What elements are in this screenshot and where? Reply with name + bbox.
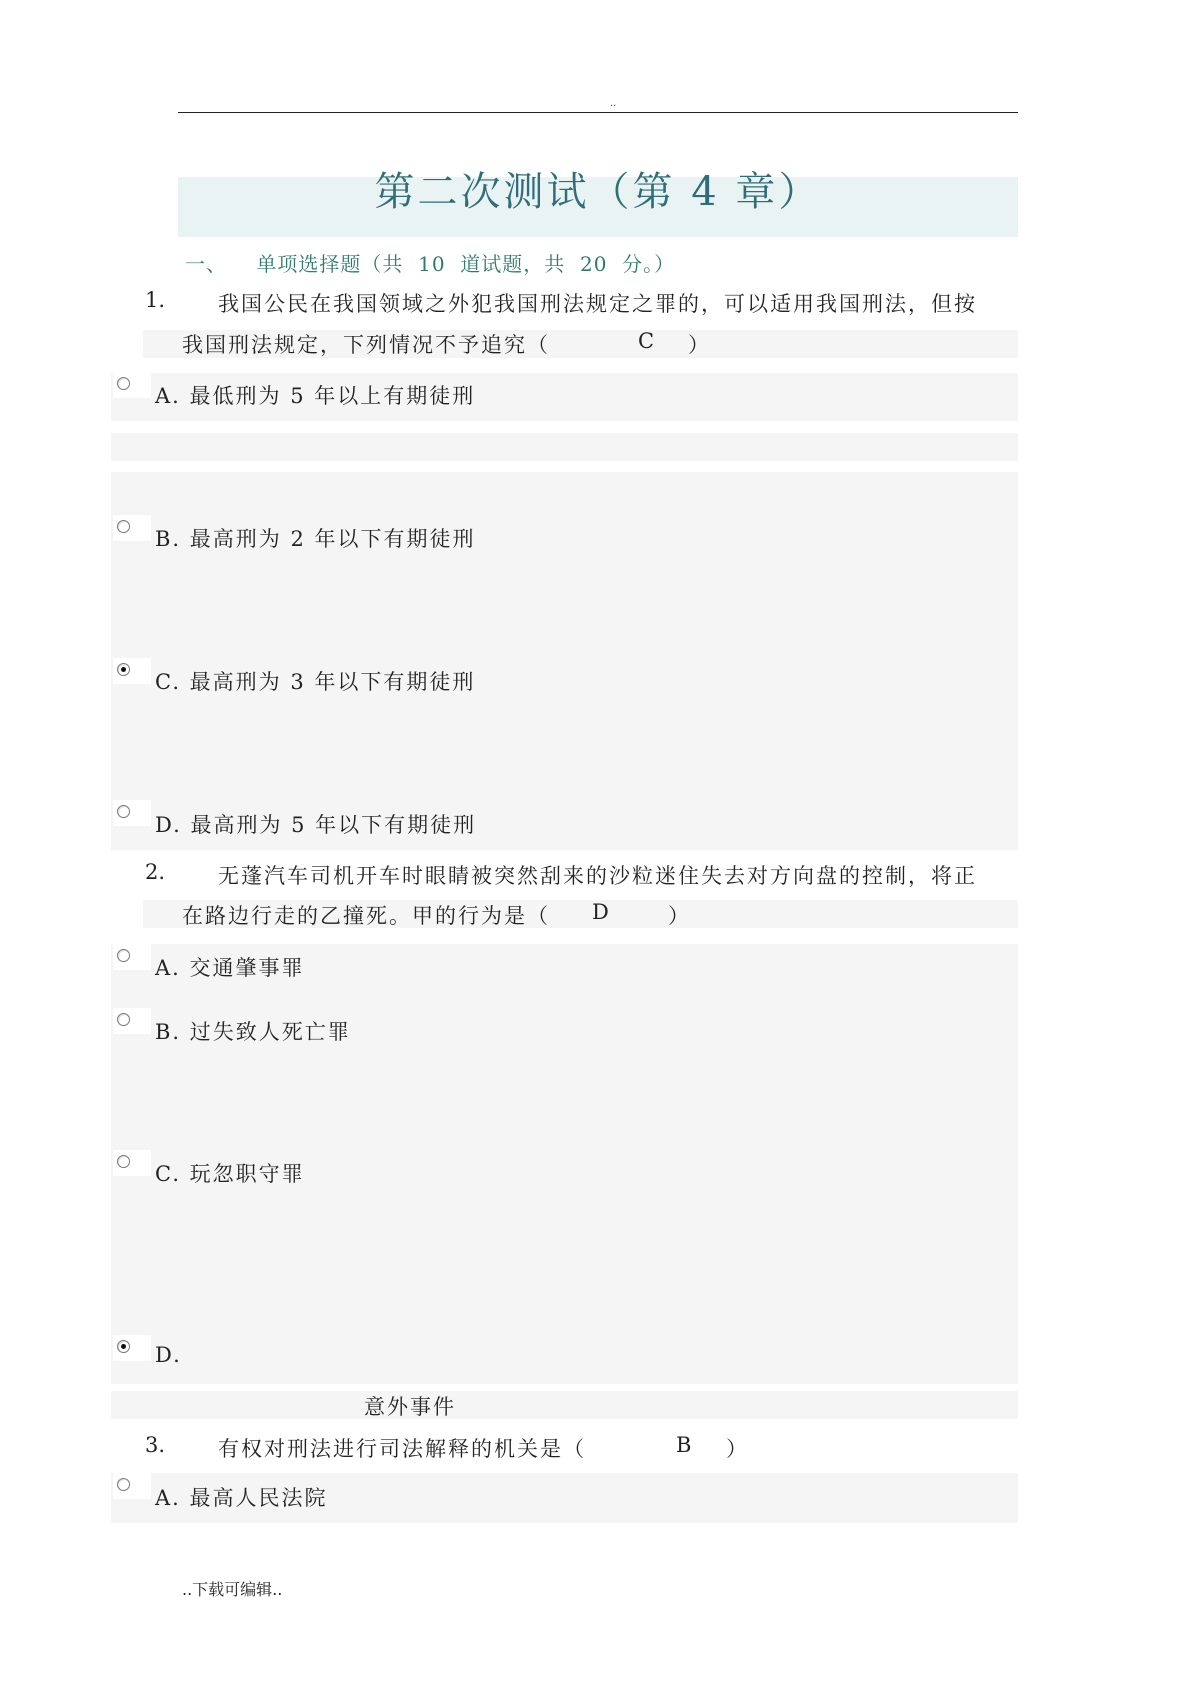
q2-option-d-label: D. (155, 1343, 182, 1367)
q1-option-d-radio[interactable] (117, 805, 130, 818)
q2-option-c-radio[interactable] (117, 1155, 130, 1168)
page-title: 第二次测试（第 4 章） (374, 169, 822, 215)
q2-option-b-label: B. 过失致人死亡罪 (155, 1020, 351, 1044)
question-1-line2: 我国刑法规定，下列情况不予追究（ (182, 333, 550, 357)
question-3-answer: B (676, 1433, 694, 1457)
question-2-answer: D (592, 900, 611, 924)
question-2-number: 2. (145, 860, 166, 884)
q2-d-continuation-bg (111, 1391, 1018, 1419)
question-1-line1: 我国公民在我国领域之外犯我国刑法规定之罪的，可以适用我国刑法，但按 (218, 292, 977, 316)
question-3-line1: 有权对刑法进行司法解释的机关是（ (218, 1437, 586, 1461)
question-2-close: ） (668, 904, 691, 928)
q1-spacer-bg (111, 433, 1018, 461)
q2-option-a-label: A. 交通肇事罪 (155, 956, 305, 980)
q2-option-d-radio[interactable] (117, 1340, 130, 1353)
footer-note: ..下载可编辑.. (182, 1580, 283, 1599)
q1-option-c-radio[interactable] (117, 663, 130, 676)
q3-option-a-radio[interactable] (117, 1478, 130, 1491)
q2-option-b-radio[interactable] (117, 1013, 130, 1026)
q1-option-d-label: D. 最高刑为 5 年以下有期徒刑 (155, 813, 477, 837)
question-3-number: 3. (145, 1433, 166, 1457)
q2-option-c-label: C. 玩忽职守罪 (155, 1162, 305, 1186)
question-2-line1: 无蓬汽车司机开车时眼睛被突然刮来的沙粒迷住失去对方向盘的控制，将正 (218, 864, 977, 888)
header-rule (178, 112, 1018, 113)
q1-option-a-label: A. 最低刑为 5 年以上有期徒刑 (155, 384, 476, 408)
q1-option-a-radio[interactable] (117, 377, 130, 390)
header-dots: .. (610, 98, 617, 109)
section-heading: 一、 单项选择题（共 10 道试题，共 20 分。） (185, 252, 676, 276)
q1-option-b-radio[interactable] (117, 520, 130, 533)
question-1-close: ） (688, 333, 711, 357)
question-3-close: ） (726, 1437, 749, 1461)
question-2-line2: 在路边行走的乙撞死。甲的行为是（ (182, 904, 550, 928)
q2-option-a-radio[interactable] (117, 949, 130, 962)
question-1-number: 1. (145, 288, 166, 312)
q1-option-c-label: C. 最高刑为 3 年以下有期徒刑 (155, 670, 476, 694)
q3-option-a-label: A. 最高人民法院 (155, 1486, 328, 1510)
q1-option-b-label: B. 最高刑为 2 年以下有期徒刑 (155, 527, 476, 551)
question-1-answer: C (638, 329, 657, 353)
q2-option-d-continuation: 意外事件 (364, 1395, 456, 1419)
